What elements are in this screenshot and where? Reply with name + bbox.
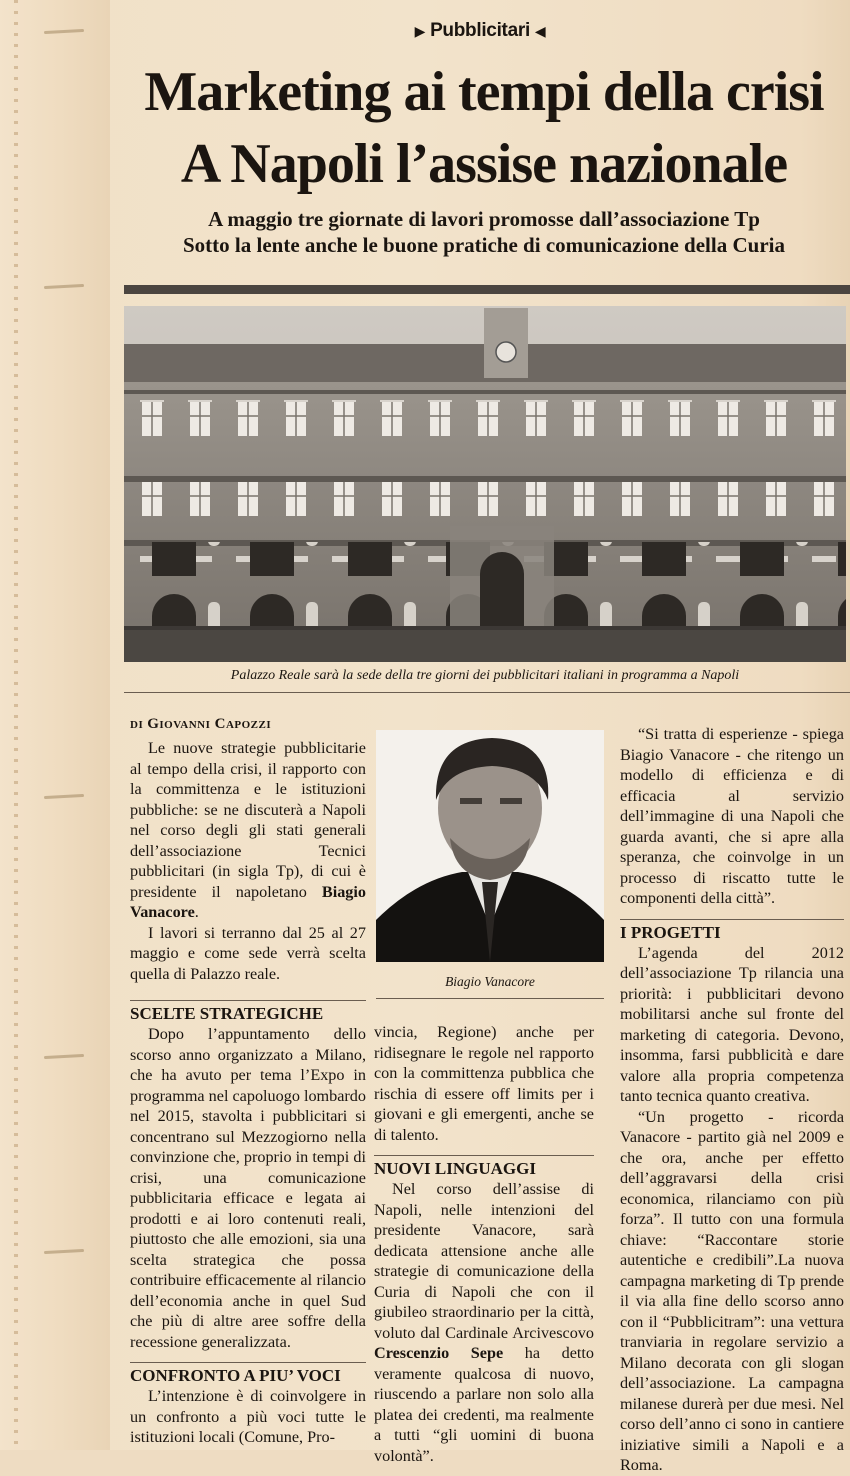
portrait-photo [376,730,604,962]
portrait-caption: Biagio Vanacore [445,974,535,989]
section-heading: I PROGETTI [620,919,844,943]
person-name: Crescenzio Sepe [374,1344,504,1362]
paragraph-text: Le nuove strategie pubblicitarie al tempo della crisi, il rapporto con la committenza e le istituzioni pubbliche: se ne discuterà a Napoli nel corso degli gli stati generali dell’associazione Tecnici pubblicitari (in sigla Tp), di cui è presidente il napoletano [130,739,366,901]
paragraph: vincia, Regione) anche per ridisegnare le regole nel rapporto con la committenza pubblica che rischia di essere off limits per i giovani e gli emergenti, anche se di talento. [374,1023,594,1144]
paragraph [130,738,366,923]
paragraph: L’agenda del 2012 dell’associazione Tp rilancia una priorità: i pubblicitari devono mobilitarsi anche sul fronte del marketing di categoria. Devono, insomma, farsi pubblicità e dare valore alla propria competenza tanto tecnica quanto creativa. [620,943,844,1105]
headline-line-2: A Napoli l’assise nazionale [180,133,788,195]
paragraph: “Un progetto - ricorda Vanacore - partito già nel 2009 e che ora, anche per effetto dell’aggravarsi della crisi economica, rilanciamo con più forza”. Il tutto con una formula chiave: “Raccontare storie autentiche e credibili”.La nuova campagna marketing di Tp prende il via alla fine dello scorso anno con il “Pubblicitram”: una vettura tranviaria in regolare servizio a Milano decorata con gli slogan dell’associazione. La campagna milanese durerà per due mesi. Nel corso dell’anno ci sono in cantiere iniziative simili a Napoli e a Roma. [620,1107,844,1474]
headline-rule [124,285,850,294]
paragraph-text: . [194,903,199,921]
torn-edge [14,0,18,1450]
headline-line-1: Marketing ai tempi della crisi [144,61,824,123]
article-column-1-continued [130,990,366,1448]
article-column-3 [620,724,844,1476]
arrow-left-icon: ◀ [534,23,546,39]
section-heading: CONFRONTO A PIU’ VOCI [130,1362,366,1386]
section-kicker [410,20,550,42]
subheadline-line-2: Sotto la lente anche le buone pratiche di comunicazione della Curia [183,233,785,257]
paragraph: L’intenzione è di coinvolgere in un confronto a più voci tutte le istituzioni locali (Comune, Pro- [130,1387,366,1446]
headline [124,56,844,200]
paragraph: I lavori si terranno dal 25 al 27 maggio e come sede verrà scelta quella di Palazzo reale. [130,923,366,983]
byline-prefix: di [130,716,144,732]
person-name: Biagio Vanacore [130,882,366,921]
byline [130,716,271,733]
paragraph: Dopo l’appuntamento dello scorso anno organizzato a Milano, che ha avuto per tema l’Expo in programma nel capoluogo lombardo nel 2015, stavolta i pubblicitari si concentrano sul Mezzogiorno nella convinzione che, proprio in tempi di crisi, una comunicazione pubblicitaria efficace e legata ai prodotti e ai loro contenuti reali, piuttosto che alle emozioni, sia una scelta strategica che possa contribuire efficacemente al rilancio dell’economia anche in quel Sud che più di altre aree soffre della recessione generalizzata. [130,1025,366,1351]
article-column-1 [130,738,366,984]
paragraph-text: Nel corso dell’assise di Napoli, nelle intenzioni del presidente Vanacore, sarà dedicata attensione anche alle strategie di comunicazione della Curia di Napoli che con il giubileo straordinario per la città, voluto dal Cardinale Arcivescovo [374,1180,594,1342]
paragraph [374,1179,594,1466]
palazzo-reale-photo [124,306,846,662]
photo-caption: Palazzo Reale sarà la sede della tre giorni dei pubblicitari italiani in programma a Napoli [230,668,740,683]
caption-rule [124,692,850,693]
subheadline-line-1: A maggio tre giornate di lavori promosse dall’associazione Tp [208,207,760,231]
section-heading: SCELTE STRATEGICHE [130,1000,366,1024]
section-heading: NUOVI LINGUAGGI [374,1155,594,1179]
subheadline [124,206,844,258]
arrow-right-icon: ▶ [414,23,426,39]
section-kicker-label: Pubblicitari [430,20,530,41]
paragraph-text: ha detto veramente qualcosa di nuovo, riuscendo a parlare non solo alla platea dei credenti, ma realmente a tutti “gli uomini di buona volontà”. [374,1344,595,1465]
portrait-rule [376,998,604,999]
byline-author: Giovanni Capozzi [147,716,272,732]
article-column-2 [374,1022,594,1466]
paragraph: “Si tratta di esperienze - spiega Biagio Vanacore - che ritengo un modello di efficienza e di efficacia al servizio dell’immagine di una Napoli che guarda avanti, che si apre alla speranza, che coinvolge in un processo di riscatto tutte le componenti della città”. [620,725,844,907]
